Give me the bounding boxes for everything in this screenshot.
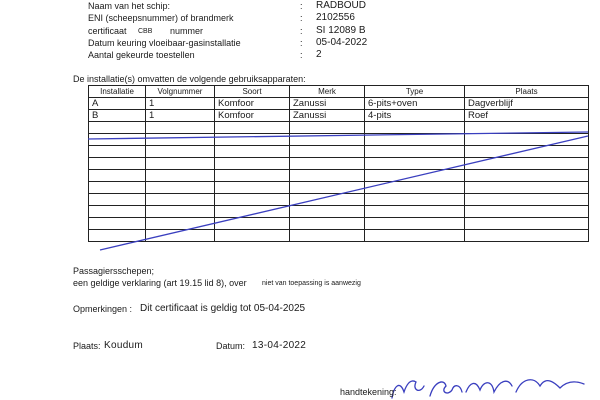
certificate-label: certificaat xyxy=(88,26,127,36)
date-value: 13-04-2022 xyxy=(252,340,307,351)
column-header-location: Plaats xyxy=(465,86,589,98)
colon: : xyxy=(300,26,303,36)
date-label: Datum: xyxy=(216,341,246,351)
remarks-value: Dit certificaat is geldig tot 05-04-2025 xyxy=(140,303,306,314)
pen-strike-line-top xyxy=(88,132,588,139)
certificate-type: CBB xyxy=(138,28,153,35)
place-value: Koudum xyxy=(104,340,144,351)
signature-scribble xyxy=(392,380,584,398)
remarks-label: Opmerkingen : xyxy=(73,304,133,314)
place-label: Plaats: xyxy=(73,341,101,351)
table-intro: De installatie(s) omvatten de volgende gebruiksapparaten: xyxy=(73,74,306,84)
passenger-declaration-line: een geldige verklaring (art 19.15 lid 8), over xyxy=(73,278,247,288)
certificate-number-label: nummer xyxy=(170,26,204,36)
colon: : xyxy=(300,13,303,23)
table-cell: 6-pits+oven xyxy=(365,98,465,110)
table-cell: Zanussi xyxy=(290,110,365,122)
ship-name-label: Naam van het schip: xyxy=(88,1,171,11)
table-cell: Komfoor xyxy=(215,98,290,110)
table-cell: Komfoor xyxy=(215,110,290,122)
colon: : xyxy=(300,50,303,60)
column-header-installation: Installatie xyxy=(89,86,146,98)
eni-value: 2102556 xyxy=(316,12,355,23)
certificate-number-value: SI 12089 B xyxy=(316,25,366,36)
devices-count-value: 2 xyxy=(316,49,322,60)
column-header-brand: Merk xyxy=(290,86,365,98)
table-cell: 1 xyxy=(146,110,215,122)
inspection-date-value: 05-04-2022 xyxy=(316,37,368,48)
table-cell: 4-pits xyxy=(365,110,465,122)
eni-label: ENI (scheepsnummer) of brandmerk xyxy=(88,13,234,23)
pen-strike-line-diagonal xyxy=(100,136,588,250)
column-header-type: Type xyxy=(365,86,465,98)
table-cell: Dagverblijf xyxy=(465,98,589,110)
table-cell: 1 xyxy=(146,98,215,110)
passenger-ships-heading: Passagiersschepen; xyxy=(73,266,155,276)
colon: : xyxy=(300,38,303,48)
colon: : xyxy=(300,1,303,11)
signature-label: handtekening: xyxy=(340,387,397,397)
table-cell: Roef xyxy=(465,110,589,122)
table-cell: B xyxy=(89,110,146,122)
table-cell: Zanussi xyxy=(290,98,365,110)
column-header-kind: Soort xyxy=(215,86,290,98)
devices-count-label: Aantal gekeurde toestellen xyxy=(88,50,195,60)
column-header-sequence: Volgnummer xyxy=(146,86,215,98)
passenger-declaration-value: niet van toepassing is aanwezig xyxy=(262,280,361,287)
inspection-date-label: Datum keuring vloeibaar-gasinstallatie xyxy=(88,38,241,48)
ship-name-value: RADBOUD xyxy=(316,0,367,11)
table-cell: A xyxy=(89,98,146,110)
